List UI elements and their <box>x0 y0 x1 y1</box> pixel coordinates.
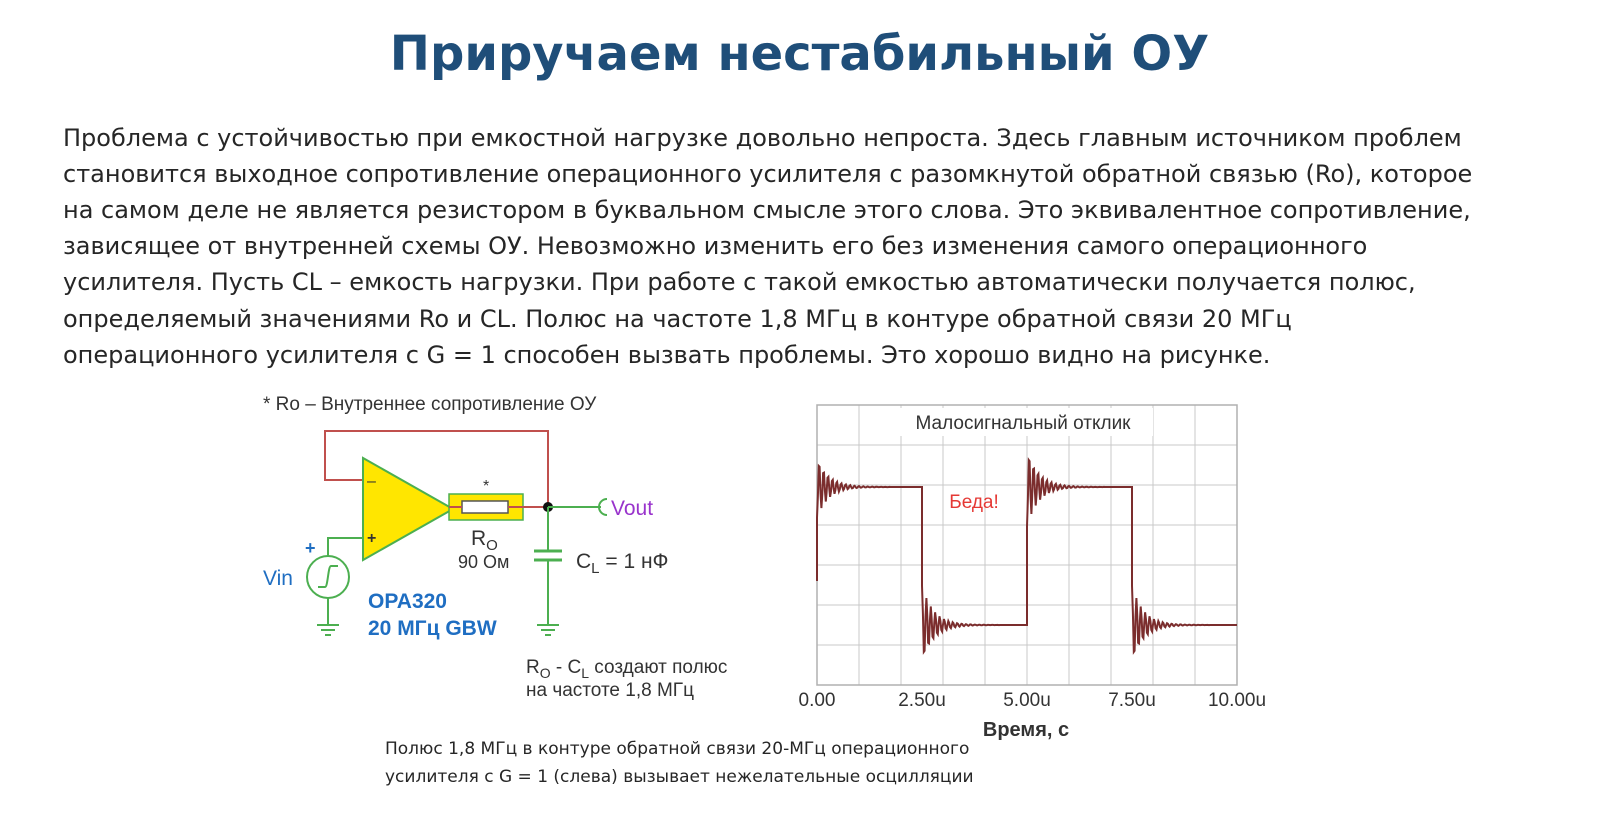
vout-label: Vout <box>611 497 654 520</box>
paragraph-line-3: на самом деле не является резистором в буквальном смысле этого слова. Это эквивалентное сопротивление, <box>63 196 1471 224</box>
ro-resistor <box>462 501 508 513</box>
opamp-triangle <box>363 458 453 560</box>
schematic-note: * Ro – Внутреннее сопротивление ОУ <box>263 394 597 415</box>
ground-symbol-1 <box>317 625 339 635</box>
opamp-schematic <box>255 388 775 708</box>
x-tick-label: 5.00u <box>1003 690 1051 711</box>
ro-label: $R_O$ <box>471 527 498 554</box>
paragraph-line-2: становится выходное сопротивление операционного усилителя с разомкнутой обратной связью (Ro), которое <box>63 160 1473 188</box>
opamp-model: OPA320 <box>368 590 447 613</box>
x-tick-label: 0.00 <box>798 690 836 711</box>
ground-symbol-2 <box>537 625 559 635</box>
page-title: Приручаем нестабильный ОУ <box>389 26 1210 82</box>
ro-star: * <box>483 478 490 495</box>
opamp-gbw: 20 МГц GBW <box>368 617 497 640</box>
x-axis-label: Время, с <box>982 719 1070 741</box>
vin-plus-label: + <box>305 538 316 558</box>
chart-annotation: Беда! <box>949 492 999 513</box>
pole-note-line-2: на частоте 1,8 МГц <box>526 680 694 701</box>
minus-label: – <box>367 473 376 490</box>
vin-label: Vin <box>263 567 293 590</box>
ro-value: 90 Ом <box>458 552 510 572</box>
paragraph-line-5: усилителя. Пусть CL – емкость нагрузки. При работе с такой емкостью автоматически получается полюс, <box>63 268 1416 296</box>
response-chart <box>780 395 1300 750</box>
paragraph-line-6: определяемый значениями Ro и CL. Полюс на частоте 1,8 МГц в контуре обратной связи 20 МГц <box>63 305 1292 333</box>
figure-caption-line-1: Полюс 1,8 МГц в контуре обратной связи 20-МГц операционного <box>385 739 970 759</box>
chart-title: Малосигнальный отклик <box>915 413 1131 434</box>
x-tick-labels <box>799 690 1267 711</box>
x-tick-label: 10.00u <box>1207 690 1267 711</box>
x-tick-label: 2.50u <box>898 690 946 711</box>
paragraph-line-4: зависящее от внутренней схемы ОУ. Невозможно изменить его без изменения самого операционного <box>63 232 1368 260</box>
plus-label: + <box>367 530 377 547</box>
cl-label: $C_L = 1$ нФ <box>576 550 669 577</box>
input-wire <box>328 538 363 556</box>
figure-caption-line-2: усилителя с G = 1 (слева) вызывает нежелательные осцилляции <box>385 767 974 787</box>
paragraph-line-1: Проблема с устойчивостью при емкостной нагрузке довольно непроста. Здесь главным источником проблем <box>63 124 1462 152</box>
pole-note-line-1: $R_O - C_L$ создают полюс <box>526 657 728 681</box>
paragraph-line-7: операционного усилителя с G = 1 способен вызвать проблемы. Это хорошо видно на рисунке. <box>63 341 1271 369</box>
x-tick-label: 7.50u <box>1108 690 1156 711</box>
